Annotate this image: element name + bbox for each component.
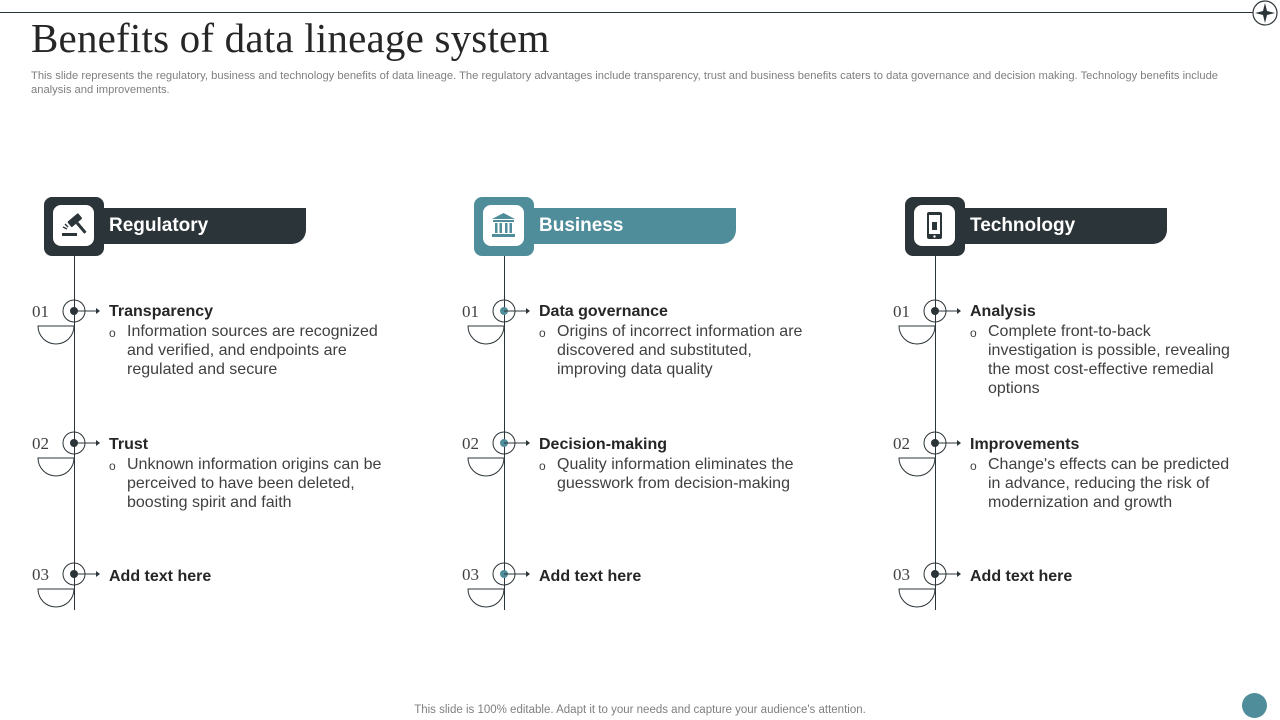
timeline-marker bbox=[36, 559, 100, 613]
benefit-title: Data governance bbox=[539, 303, 668, 320]
item-number: 03 bbox=[32, 565, 49, 584]
icon-tile bbox=[914, 205, 955, 246]
timeline-marker bbox=[36, 296, 100, 350]
item-number: 01 bbox=[462, 302, 479, 321]
benefit-title: Improvements bbox=[970, 436, 1080, 453]
timeline-marker bbox=[466, 296, 530, 350]
timeline-marker bbox=[466, 428, 530, 482]
page-title: Benefits of data lineage system bbox=[31, 15, 550, 61]
item-number: 02 bbox=[462, 434, 479, 453]
bank-icon bbox=[483, 205, 524, 246]
banner-label: Regulatory bbox=[109, 215, 209, 236]
benefit-column-regulatory bbox=[32, 0, 464, 720]
bullet-marker: o bbox=[970, 326, 977, 340]
benefit-column-technology bbox=[893, 0, 1280, 720]
benefit-title: Transparency bbox=[109, 303, 214, 320]
corner-dot bbox=[1242, 693, 1267, 718]
benefit-description: Unknown information origins can be perceived to have been deleted, boosting spirit and faith bbox=[127, 456, 382, 511]
bullet-marker: o bbox=[539, 459, 546, 473]
icon-frame bbox=[905, 197, 965, 256]
benefit-title: Add text here bbox=[970, 568, 1073, 585]
benefit-title: Add text here bbox=[539, 568, 642, 585]
benefit-description: Quality information eliminates the guesswork from decision-making bbox=[557, 456, 794, 492]
timeline-marker bbox=[466, 559, 530, 613]
timeline-marker bbox=[897, 559, 961, 613]
icon-frame bbox=[474, 197, 534, 256]
item-number: 01 bbox=[893, 302, 910, 321]
footer-note: This slide is 100% editable. Adapt it to your needs and capture your audience's attention. bbox=[414, 704, 866, 716]
item-number: 02 bbox=[32, 434, 49, 453]
benefit-description: Complete front-to-back investigation is possible, revealing the most cost-effective remedial options bbox=[988, 323, 1230, 397]
bullet-marker: o bbox=[539, 326, 546, 340]
item-number: 03 bbox=[462, 565, 479, 584]
icon-frame bbox=[44, 197, 104, 256]
mobile-phone-icon bbox=[914, 205, 955, 246]
timeline-marker bbox=[897, 428, 961, 482]
bullet-marker: o bbox=[109, 459, 116, 473]
benefit-column-business bbox=[462, 0, 894, 720]
benefit-description: Information sources are recognized and verified, and endpoints are regulated and secure bbox=[127, 323, 378, 378]
benefit-description: Origins of incorrect information are discovered and substituted, improving data quality bbox=[557, 323, 803, 378]
benefit-title: Analysis bbox=[970, 303, 1036, 320]
icon-tile bbox=[483, 205, 524, 246]
bullet-marker: o bbox=[109, 326, 116, 340]
banner-label: Technology bbox=[970, 215, 1076, 236]
banner-label: Business bbox=[539, 215, 624, 236]
item-number: 03 bbox=[893, 565, 910, 584]
bullet-marker: o bbox=[970, 459, 977, 473]
benefit-title: Trust bbox=[109, 436, 149, 453]
benefit-title: Add text here bbox=[109, 568, 212, 585]
benefit-title: Decision-making bbox=[539, 436, 668, 453]
timeline-marker bbox=[897, 296, 961, 350]
timeline-marker bbox=[36, 428, 100, 482]
icon-tile bbox=[53, 205, 94, 246]
item-number: 02 bbox=[893, 434, 910, 453]
item-number: 01 bbox=[32, 302, 49, 321]
page-subtitle: This slide represents the regulatory, business and technology benefits of data lineage. The regulatory advantages include transparency, trust and business benefits caters to data governance and decision making. Technology benefits include analysis and improvements. bbox=[31, 70, 1219, 96]
gavel-icon bbox=[53, 205, 94, 246]
benefit-description: Change's effects can be predicted in advance, reducing the risk of modernization and growth bbox=[988, 456, 1230, 511]
